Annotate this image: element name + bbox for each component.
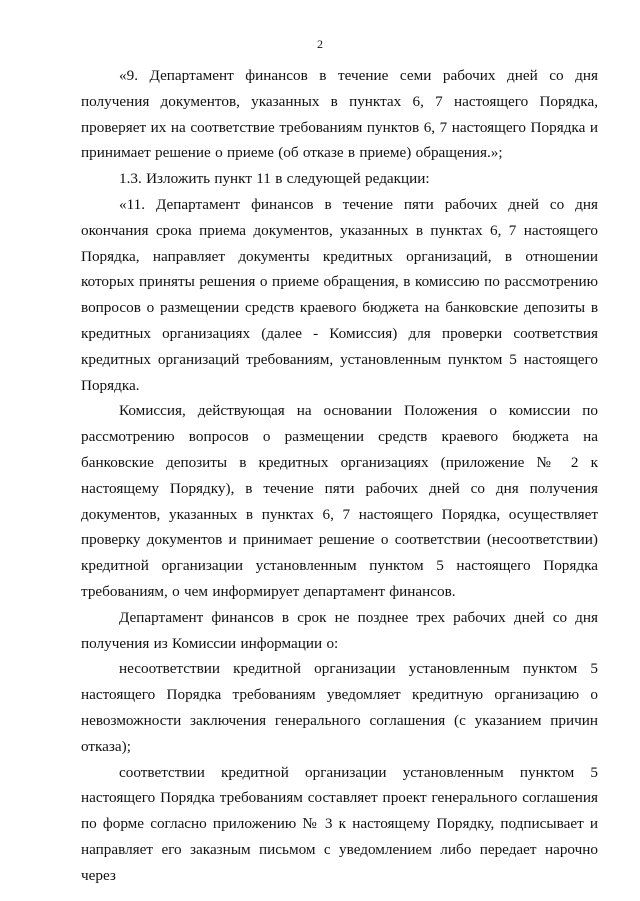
paragraph-item-11: «11. Департамент финансов в течение пяти рабочих дней со дня окончания срока приема документов, указанных в пунктах 6, 7 настоящего Порядка, направляет документы кредитных организаций, в отношении которых приняты решения о приеме обращения, в комиссию по рассмотрению вопросов о размещении средств краевого бюджета на банковские депозиты в кредитных организациях (далее - Комиссия) для проверки соответствия кредитных организаций требованиям, установленным пунктом 5 настоящего Порядка. — [81, 195, 598, 394]
document-body — [81, 63, 598, 889]
paragraph-department-deadline: Департамент финансов в срок не позднее трех рабочих дней со дня получения из Комиссии информации о: — [81, 608, 598, 652]
paragraph-amendment-1-3: 1.3. Изложить пункт 11 в следующей редакции: — [119, 170, 430, 188]
paragraph-conformity: соответствии кредитной организации установленным пунктом 5 настоящего Порядка требованиям составляет проект генерального соглашения по форме согласно приложению № 3 к настоящему Порядку, подписывает и направляет его заказным письмом с уведомлением либо передает нарочно через — [81, 763, 598, 884]
paragraph-nonconformity: несоответствии кредитной организации установленным пунктом 5 настоящего Порядка требованиям уведомляет кредитную организацию о невозможности заключения генерального соглашения (с указанием причин отказа); — [81, 660, 598, 755]
paragraph-item-9: «9. Департамент финансов в течение семи рабочих дней со дня получения документов, указанных в пунктах 6, 7 настоящего Порядка, проверяет их на соответствие требованиям пунктов 6, 7 настоящего Порядка и принимает решение о приеме (об отказе в приеме) обращения.»; — [81, 67, 598, 162]
page-number: 2 — [317, 37, 323, 51]
paragraph-commission: Комиссия, действующая на основании Положения о комиссии по рассмотрению вопросов о размещении средств краевого бюджета на банковские депозиты в кредитных организациях (приложение № 2 к настоящему Порядку), в течение пяти рабочих дней со дня получения документов, указанных в пунктах 6, 7 настоящего Порядка, осуществляет проверку документов и принимает решение о соответствии (несоответствии) кредитной организации установленным пунктом 5 настоящего Порядка требованиям, о чем информирует департамент финансов. — [81, 402, 598, 600]
